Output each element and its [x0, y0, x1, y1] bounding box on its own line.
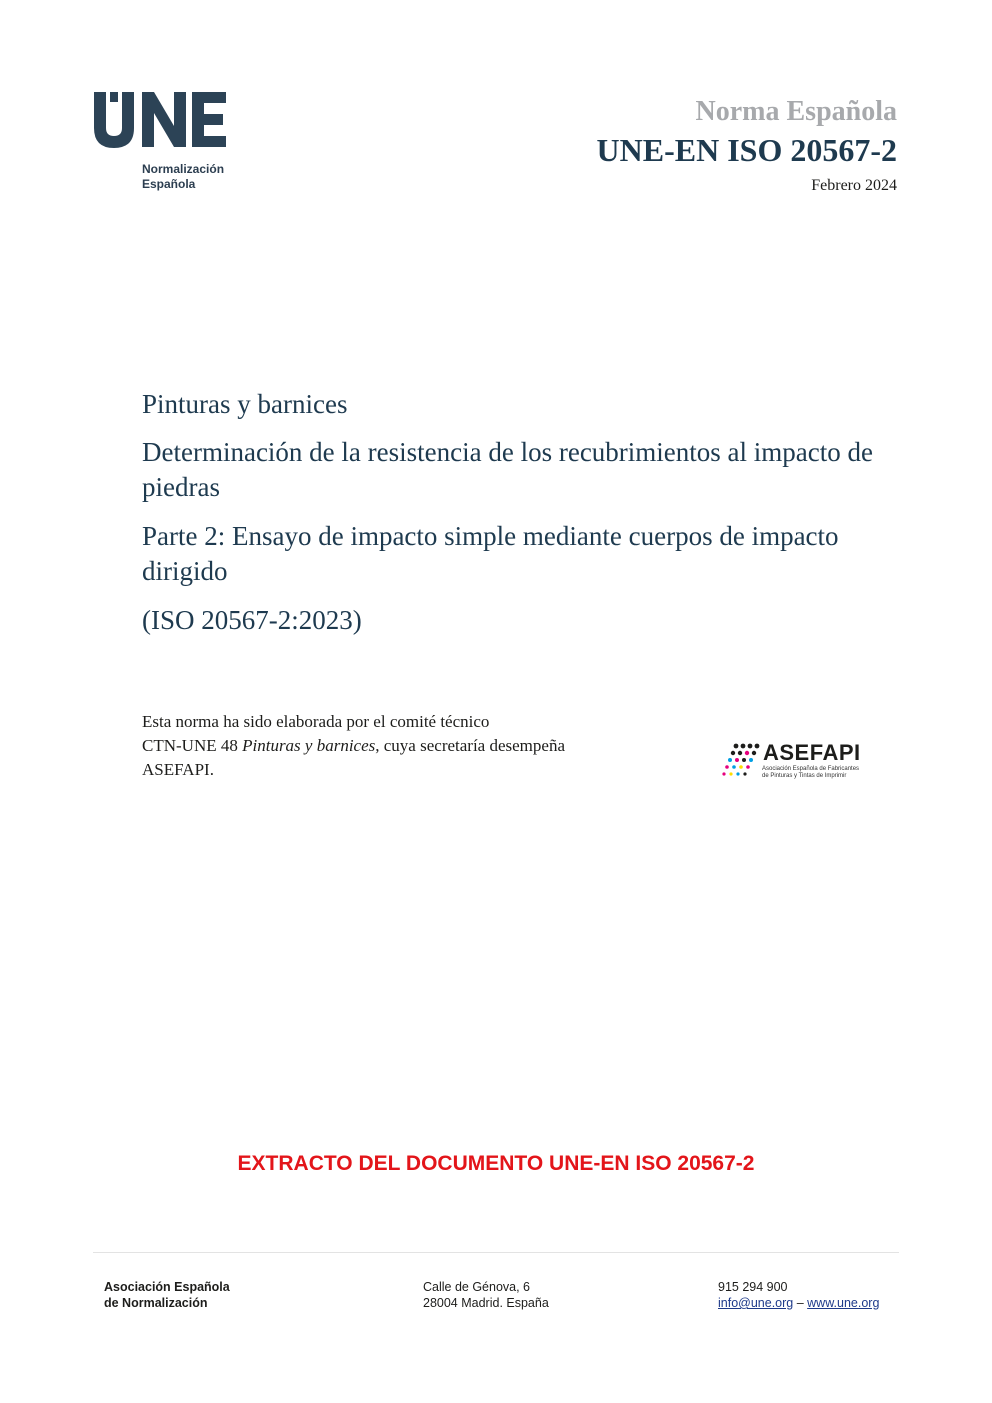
committee-line1: Esta norma ha sido elaborada por el comité técnico — [142, 712, 490, 731]
footer-organization — [104, 1279, 230, 1311]
footer-website-link[interactable]: www.une.org — [807, 1296, 880, 1310]
committee-line3: ASEFAPI. — [142, 760, 214, 779]
footer-contact — [718, 1279, 879, 1311]
asefapi-subtitle — [762, 766, 859, 780]
footer-divider — [93, 1252, 899, 1253]
footer-org-line1: Asociación Española — [104, 1280, 230, 1294]
footer-phone: 915 294 900 — [718, 1280, 788, 1294]
norma-label: Norma Española — [695, 96, 897, 127]
logo-subtitle-line1: Normalización — [142, 162, 225, 176]
asefapi-subtitle-line1: Asociación Española de Fabricantes — [762, 766, 860, 772]
logo-subtitle — [142, 162, 224, 192]
une-logo — [92, 90, 232, 150]
committee-name: Pinturas y barnices — [242, 736, 376, 755]
footer-org-line2: de Normalización — [104, 1296, 208, 1310]
norma-date: Febrero 2024 — [811, 177, 897, 194]
footer-email-link[interactable]: info@une.org — [718, 1296, 794, 1310]
committee-suffix: , cuya secretaría desempeña — [375, 736, 565, 755]
title-subject: Pinturas y barnices — [142, 389, 348, 419]
footer-address — [423, 1279, 549, 1311]
committee-statement — [142, 710, 682, 782]
committee-line2 — [142, 734, 682, 758]
footer-address-line2: 28004 Madrid. España — [423, 1296, 549, 1310]
asefapi-name: ASEFAPI — [763, 740, 861, 765]
footer-address-line1: Calle de Génova, 6 — [423, 1280, 531, 1294]
footer-links — [718, 1295, 879, 1311]
asefapi-subtitle-line2: de Pinturas y Tintas de Imprimir — [762, 773, 847, 779]
norma-code: UNE-EN ISO 20567-2 — [596, 132, 897, 168]
logo-subtitle-line2: Española — [142, 177, 196, 191]
footer-separator: – — [793, 1296, 808, 1310]
committee-code: CTN-UNE 48 — [142, 736, 243, 755]
title-iso-reference: (ISO 20567-2:2023) — [142, 605, 362, 635]
extract-banner: EXTRACTO DEL DOCUMENTO UNE-EN ISO 20567-2 — [237, 1152, 755, 1175]
title-main: Determinación de la resistencia de los recubrimientos al impacto de piedras — [142, 437, 873, 502]
title-part: Parte 2: Ensayo de impacto simple mediante cuerpos de impacto dirigido — [142, 521, 839, 586]
